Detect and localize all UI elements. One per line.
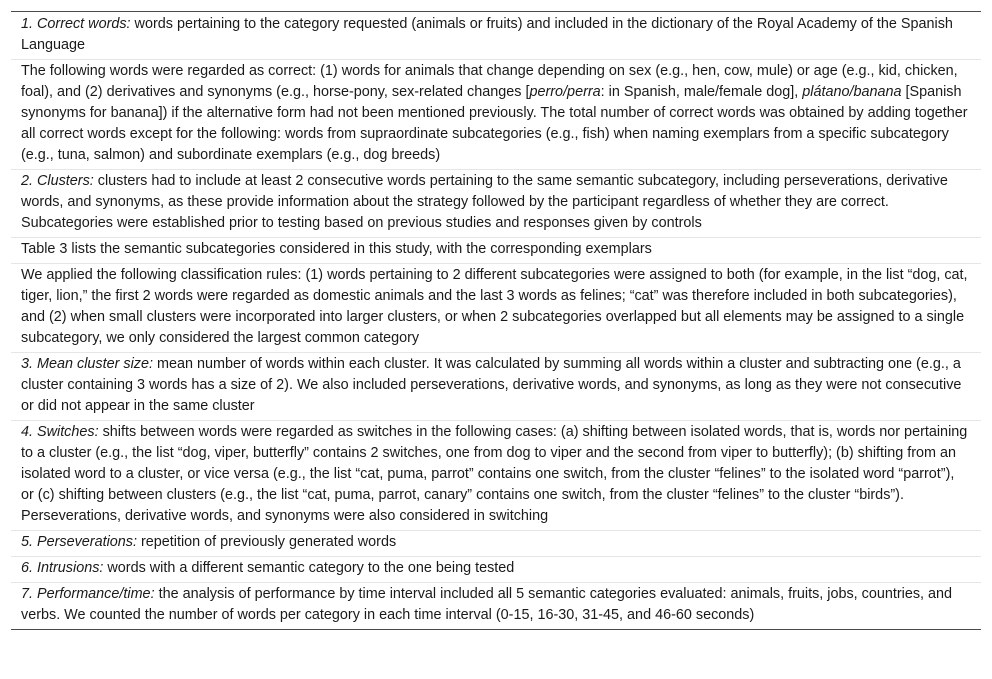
definitions-table-container — [11, 11, 981, 630]
row-text: repetition of previously generated words — [136, 534, 397, 550]
table-row-clusters — [11, 170, 981, 238]
row-term: 4. Switches: — [21, 424, 99, 440]
row-term: 7. Performance/time: — [21, 586, 155, 602]
row-text: We applied the following classification rules: (1) words pertaining to 2 different subcategories were assigned to both (for example, in the list “dog, cat, tiger, lion,” the first 2 words were regarded as domestic animals and the last 3 words as felines; “cat” was therefore included in both subcategories), and (2) when small clusters were incorporated into larger clusters, or when 2 subcategories overlapped but all elements may be assigned to a single subcategory, we only considered the largest common category — [21, 267, 968, 346]
spanish-term-platano: plátano/banana — [802, 84, 902, 100]
row-text: shifts between words were regarded as switches in the following cases: (a) shifting between isolated words, that is, words nor pertaining to a cluster (e.g., the list “dog, viper, butterfly” contains 2 switches, one from dog to viper and the second from viper to butterfly); (b) shifting from an isolated word to a cluster, or vice versa (e.g., the list “cat, puma, parrot” contains one switch, from the cluster “felines” to the isolated word “parrot”), or (c) shifting between clusters (e.g., the list “cat, puma, parrot, canary” contains one switch, from the cluster “felines” to the cluster “birds”). Perseverations, derivative words, and synonyms were also considered in switching — [21, 424, 968, 524]
row-text: [Spanish synonyms for banana]) if the alternative form had not been mentioned previously. The total number of correct words was obtained by adding together all correct words except for the following: words from supraordinate subcategories (e.g., fish) when naming exemplars from a specific subcategory (e.g., tuna, salmon) and subordinate exemplars (e.g., dog breeds) — [21, 84, 968, 163]
row-text: words with a different semantic category to the one being tested — [103, 560, 515, 576]
table-row-correct-words-detail — [11, 60, 981, 170]
row-text: words pertaining to the category requested (animals or fruits) and included in the dictionary of the Royal Academy of the Spanish Language — [21, 16, 953, 53]
row-term: 6. Intrusions: — [21, 560, 104, 576]
row-term: 5. Perseverations: — [21, 534, 137, 550]
row-term: 2. Clusters: — [21, 173, 94, 189]
table-cell — [11, 60, 981, 170]
table-cell — [11, 170, 981, 238]
table-row-switches — [11, 421, 981, 531]
row-term: 3. Mean cluster size: — [21, 356, 153, 372]
table-cell — [11, 421, 981, 531]
table-cell — [11, 557, 981, 583]
row-text: mean number of words within each cluster. It was calculated by summing all words within a cluster and subtracting one (e.g., a cluster containing 3 words has a size of 2). We also included perseverations, derivative words, and synonyms, as long as they were not consecutive or did not appear in the same cluster — [21, 356, 962, 414]
row-term: 1. Correct words: — [21, 16, 131, 32]
table-row-mean-cluster-size — [11, 353, 981, 421]
table-row-classification-rules — [11, 264, 981, 353]
table-cell — [11, 264, 981, 353]
table-row-perseverations — [11, 531, 981, 557]
table-cell — [11, 12, 981, 60]
table-cell — [11, 353, 981, 421]
spanish-term-perro: perro/perra — [529, 84, 601, 100]
table-cell — [11, 238, 981, 264]
table-row-performance-time — [11, 583, 981, 630]
row-text: Table 3 lists the semantic subcategories considered in this study, with the corresponding exemplars — [21, 241, 652, 257]
table-cell — [11, 531, 981, 557]
row-text: clusters had to include at least 2 consecutive words pertaining to the same semantic subcategory, including perseverations, derivative words, and synonyms, as these provide information about the strategy followed by the participant regardless of whether they are correct. Subcategories were established prior to testing based on previous studies and responses given by controls — [21, 173, 948, 231]
table-row-table3-note — [11, 238, 981, 264]
row-text: The following words were regarded as correct: (1) words for animals that change depending on sex (e.g., hen, cow, mule) or age (e.g., kid, chicken, foal), and (2) derivatives and synonyms (e.g., horse-pony, sex-related changes [ — [21, 63, 958, 100]
row-text: the analysis of performance by time interval included all 5 semantic categories evaluated: animals, fruits, jobs, countries, and verbs. We counted the number of words per category in each time interval (0-15, 16-30, 31-45, and 46-60 seconds) — [21, 586, 953, 623]
definitions-table — [11, 12, 981, 629]
table-row-correct-words — [11, 12, 981, 60]
row-text: : in Spanish, male/female dog], — [600, 84, 803, 100]
table-cell — [11, 583, 981, 630]
table-row-intrusions — [11, 557, 981, 583]
